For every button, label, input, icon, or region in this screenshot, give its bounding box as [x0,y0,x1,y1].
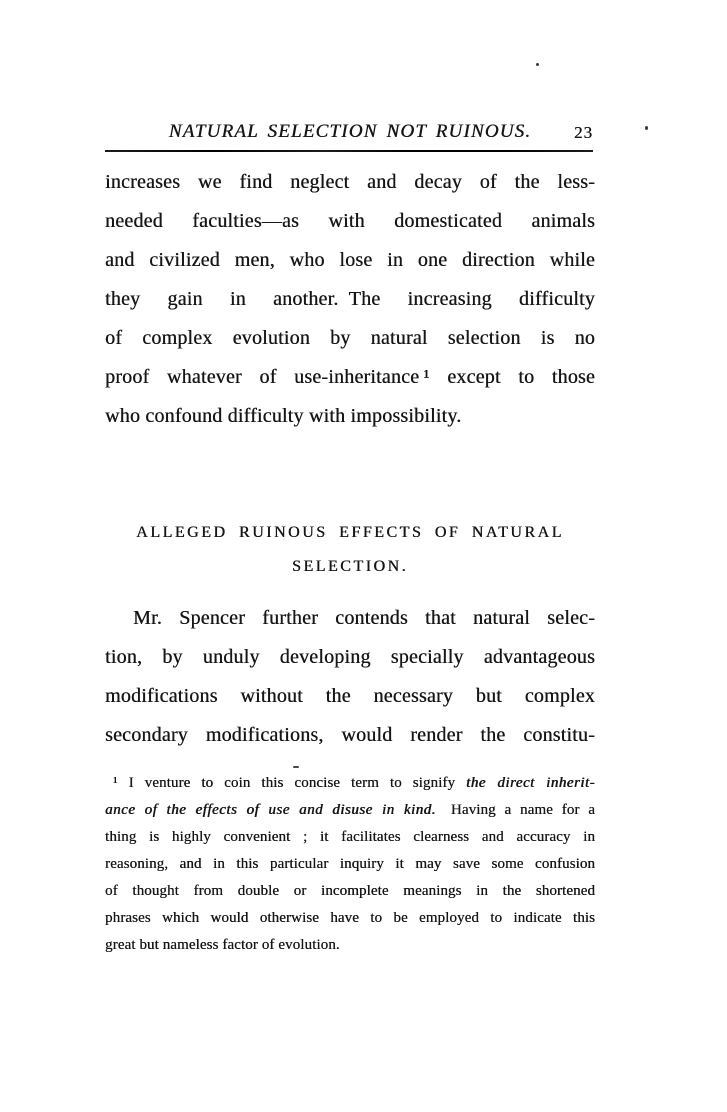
footnote-line: phrases which would otherwise have to be employed to indicate this [105,910,595,926]
section-heading [105,516,595,584]
footnote-line [105,770,595,797]
footnote-text-italic: ance of the effects of use and disuse in kind. [105,802,436,818]
footnote-line: of thought from double or incomplete meanings in the shortened [105,883,595,899]
footnote-line [105,797,595,824]
section-heading-line-1: ALLEGED RUINOUS EFFECTS OF NATURAL [136,524,564,541]
text-line: Mr. Spencer further contends that natural selec- [133,607,595,629]
text-line: who confound difficulty with impossibility. [105,405,462,427]
text-line: increases we find neglect and decay of the less- [105,171,595,193]
footnote-line: reasoning, and in this particular inquiry it may save some confusion [105,856,595,872]
footnote-line: thing is highly convenient ; it facilitates clearness and accuracy in [105,829,595,845]
text-line: they gain in another. The increasing difficulty [105,288,595,310]
footnote-line: great but nameless factor of evolution. [105,937,340,953]
page-number: 23 [574,123,593,142]
paragraph-2 [105,599,595,755]
text-line: modifications without the necessary but complex [105,685,595,707]
text-line: secondary modifications, would render the constitu- [105,724,595,746]
header-rule [105,150,593,152]
footnote-text-roman: Having a name for a [435,802,596,818]
text-line: of complex evolution by natural selection is no [105,327,595,349]
footnote [105,770,595,959]
paragraph-1 [105,163,595,436]
text-line: and civilized men, who lose in one direction while [105,249,595,271]
scan-speck [536,63,539,66]
text-line: proof whatever of use-inheritance ¹ except to those [105,366,595,388]
scan-speck [293,766,299,768]
footnote-text-italic: the direct inherit- [466,775,595,791]
page-header [105,119,595,145]
running-head-title: NATURAL SELECTION NOT RUINOUS. [168,121,532,142]
scan-speck [645,126,648,130]
text-line: needed faculties—as with domesticated animals [105,210,595,232]
text-line: tion, by unduly developing specially advantageous [105,646,595,668]
section-heading-line-2: SELECTION. [291,558,409,575]
footnote-text-roman: ¹ I venture to coin this concise term to signify [113,775,467,791]
